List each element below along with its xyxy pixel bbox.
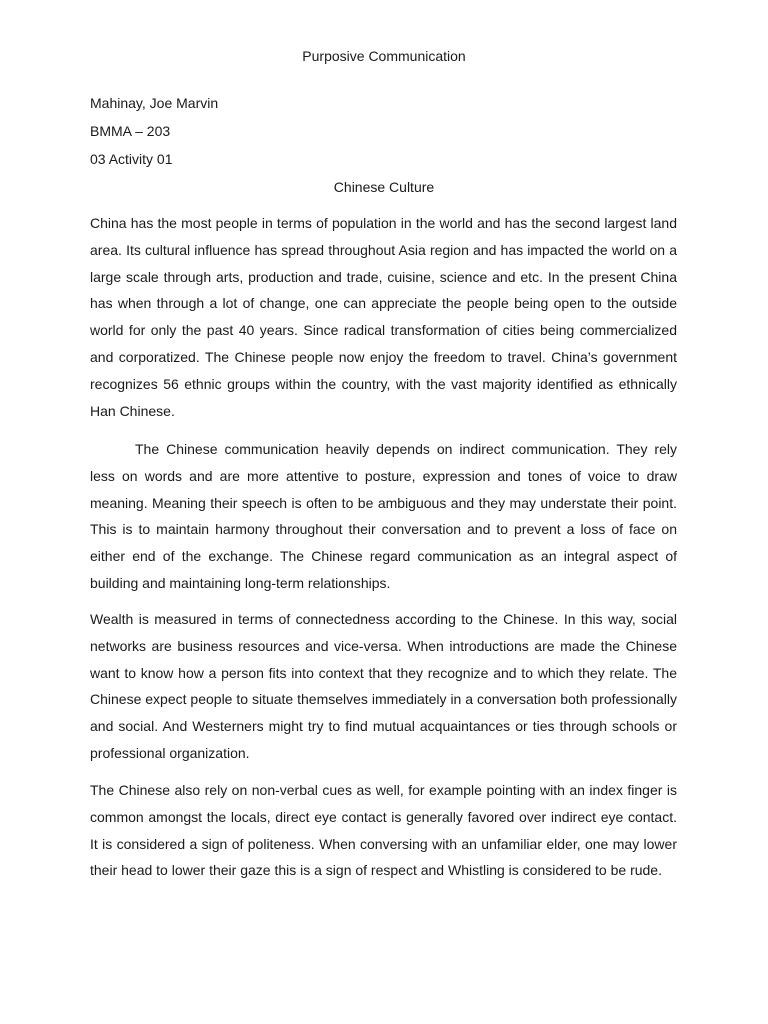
author-name: Mahinay, Joe Marvin [90, 95, 219, 111]
essay-title: Chinese Culture [333, 179, 435, 195]
paragraph-4: The Chinese also rely on non-verbal cues as well, for example pointing with an index finger is common amongst the locals, direct eye contact is generally favored over indirect eye contact. It is considered a sign of politeness. When conversing with an unfamiliar elder, one may lower their head to lower their gaze this is a sign of respect and Whistling is considered to be rude. [90, 782, 677, 879]
paragraph-3: Wealth is measured in terms of connectedness according to the Chinese. In this way, social networks are business resources and vice-versa. When introductions are made the Chinese want to know how a person fits into context that they recognize and to which they relate. The Chinese expect people to situate themselves immediately in a conversation both professionally and social. And Westerners might try to find mutual acquaintances or ties through schools or professional organization. [90, 611, 677, 761]
class-section: BMMA – 203 [90, 123, 171, 139]
paragraph-2: The Chinese communication heavily depends on indirect communication. They rely less on words and are more attentive to posture, expression and tones of voice to draw meaning. Meaning their speech is often to be ambiguous and they may understate their point. This is to maintain harmony throughout their conversation and to prevent a loss of face on either end of the exchange. The Chinese regard communication as an integral aspect of building and maintaining long-term relationships. [90, 441, 677, 591]
document-header-title: Purposive Communication [302, 48, 466, 64]
activity-label: 03 Activity 01 [90, 151, 173, 167]
paragraph-1: China has the most people in terms of population in the world and has the second largest land area. Its cultural influence has spread throughout Asia region and has impacted the world on a large scale through arts, production and trade, cuisine, science and etc. In the present China has when through a lot of change, one can appreciate the people being open to the outside world for only the past 40 years. Since radical transformation of cities being commercialized and corporatized. The Chinese people now enjoy the freedom to travel. China’s government recognizes 56 ethnic groups within the country, with the vast majority identified as ethnically Han Chinese. [90, 215, 677, 419]
